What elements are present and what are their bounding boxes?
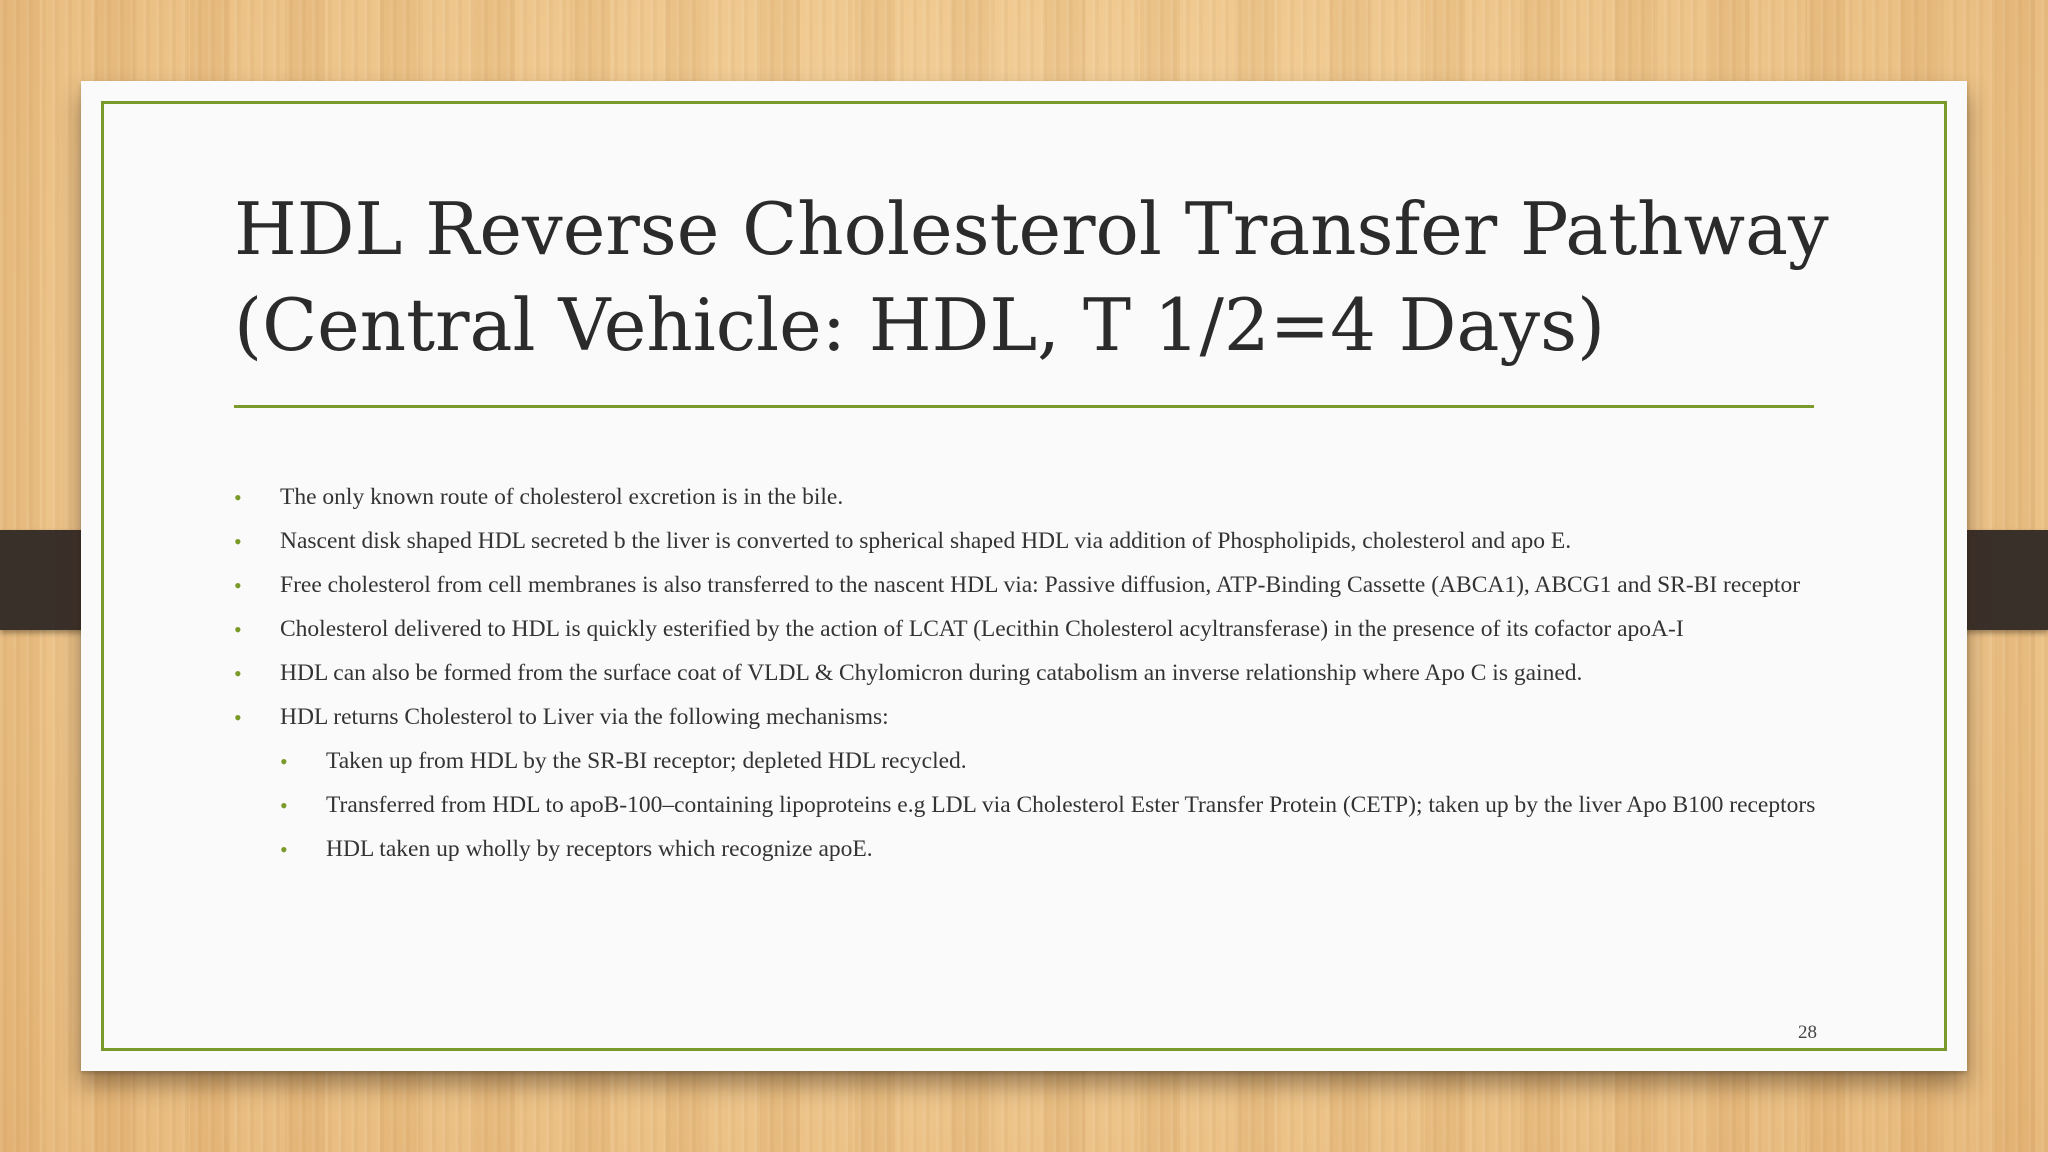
bullet-marker: • (234, 705, 242, 730)
bullet-text: The only known route of cholesterol excretion is in the bile. (280, 484, 844, 510)
slide (81, 81, 1967, 1071)
bullet-list (234, 481, 1834, 877)
bullet-item (234, 481, 1834, 514)
bullet-text: Free cholesterol from cell membranes is also transferred to the nascent HDL via: Passive diffusion, ATP-Binding Cassette (ABCA1), ABCG1 and SR-BI receptor (280, 572, 1801, 598)
sub-bullet-item (234, 833, 1834, 866)
bullet-item (234, 657, 1834, 690)
bullet-item (234, 613, 1834, 646)
bullet-marker: • (234, 617, 242, 642)
bullet-marker: • (280, 837, 288, 862)
title-line-1: HDL Reverse Cholesterol Transfer Pathway (234, 187, 1829, 271)
sub-bullet-text: HDL taken up wholly by receptors which recognize apoE. (326, 836, 873, 862)
bullet-marker: • (234, 573, 242, 598)
slide-title (234, 181, 1834, 373)
bullet-marker: • (234, 661, 242, 686)
bullet-item (234, 569, 1834, 602)
sub-bullet-item (234, 789, 1834, 822)
sub-bullet-text: Transferred from HDL to apoB-100–containing lipoproteins e.g LDL via Cholesterol Ester Transfer Protein (CETP); taken up by the liver Apo B100 receptors (326, 792, 1816, 818)
title-divider (234, 405, 1814, 408)
title-line-2: (Central Vehicle: HDL, T 1/2=4 Days) (234, 283, 1606, 367)
bullet-text: HDL returns Cholesterol to Liver via the following mechanisms: (280, 704, 889, 730)
sub-bullet-item (234, 745, 1834, 778)
bullet-marker: • (234, 529, 242, 554)
bullet-marker: • (280, 749, 288, 774)
bullet-marker: • (234, 485, 242, 510)
page-number: 28 (1798, 1022, 1817, 1043)
bullet-marker: • (280, 793, 288, 818)
bullet-text: Nascent disk shaped HDL secreted b the liver is converted to spherical shaped HDL via addition of Phospholipids, cholesterol and apo E. (280, 528, 1572, 554)
sub-bullet-text: Taken up from HDL by the SR-BI receptor; depleted HDL recycled. (326, 748, 967, 774)
bullet-text: HDL can also be formed from the surface coat of VLDL & Chylomicron during catabolism an inverse relationship where Apo C is gained. (280, 660, 1583, 686)
bullet-item (234, 701, 1834, 734)
bullet-text: Cholesterol delivered to HDL is quickly esterified by the action of LCAT (Lecithin Cholesterol acyltransferase) in the presence of its cofactor apoA-I (280, 616, 1684, 642)
bullet-item (234, 525, 1834, 558)
